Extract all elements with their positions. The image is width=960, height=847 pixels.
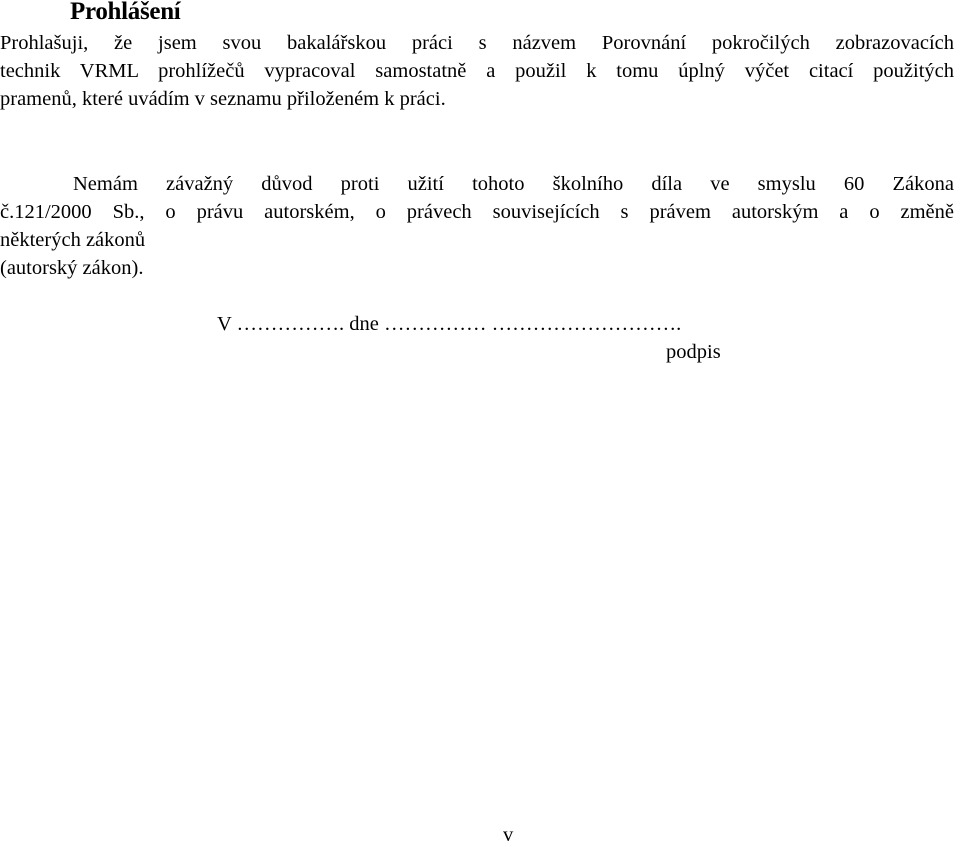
paragraph-line: některých zákonů: [0, 229, 146, 251]
signature-caption: podpis: [666, 341, 721, 363]
declaration-paragraph: [0, 29, 954, 113]
paragraph-line: technik VRML prohlížečů vypracoval samostatně a použil k tomu úplný výčet citací použitých: [0, 60, 954, 82]
paragraph-line: Prohlašuji, že jsem svou bakalářskou práci s názvem Porovnání pokročilých zobrazovacích: [0, 32, 954, 54]
place-date-line: V ……………. dne …………… ……………………….: [217, 313, 682, 335]
paragraph-line: Nemám závažný důvod proti užití tohoto školního díla ve smyslu 60 Zákona: [73, 173, 954, 195]
paragraph-line: č.121/2000 Sb., o právu autorském, o právech souvisejících s právem autorským a o změně: [0, 201, 954, 223]
page-number: v: [503, 824, 514, 846]
paragraph-line: pramenů, které uvádím v seznamu přiloženém k práci.: [0, 88, 446, 110]
page-title: Prohlášení: [70, 0, 181, 25]
paragraph-line: (autorský zákon).: [0, 257, 144, 279]
copyright-paragraph: [0, 170, 954, 282]
